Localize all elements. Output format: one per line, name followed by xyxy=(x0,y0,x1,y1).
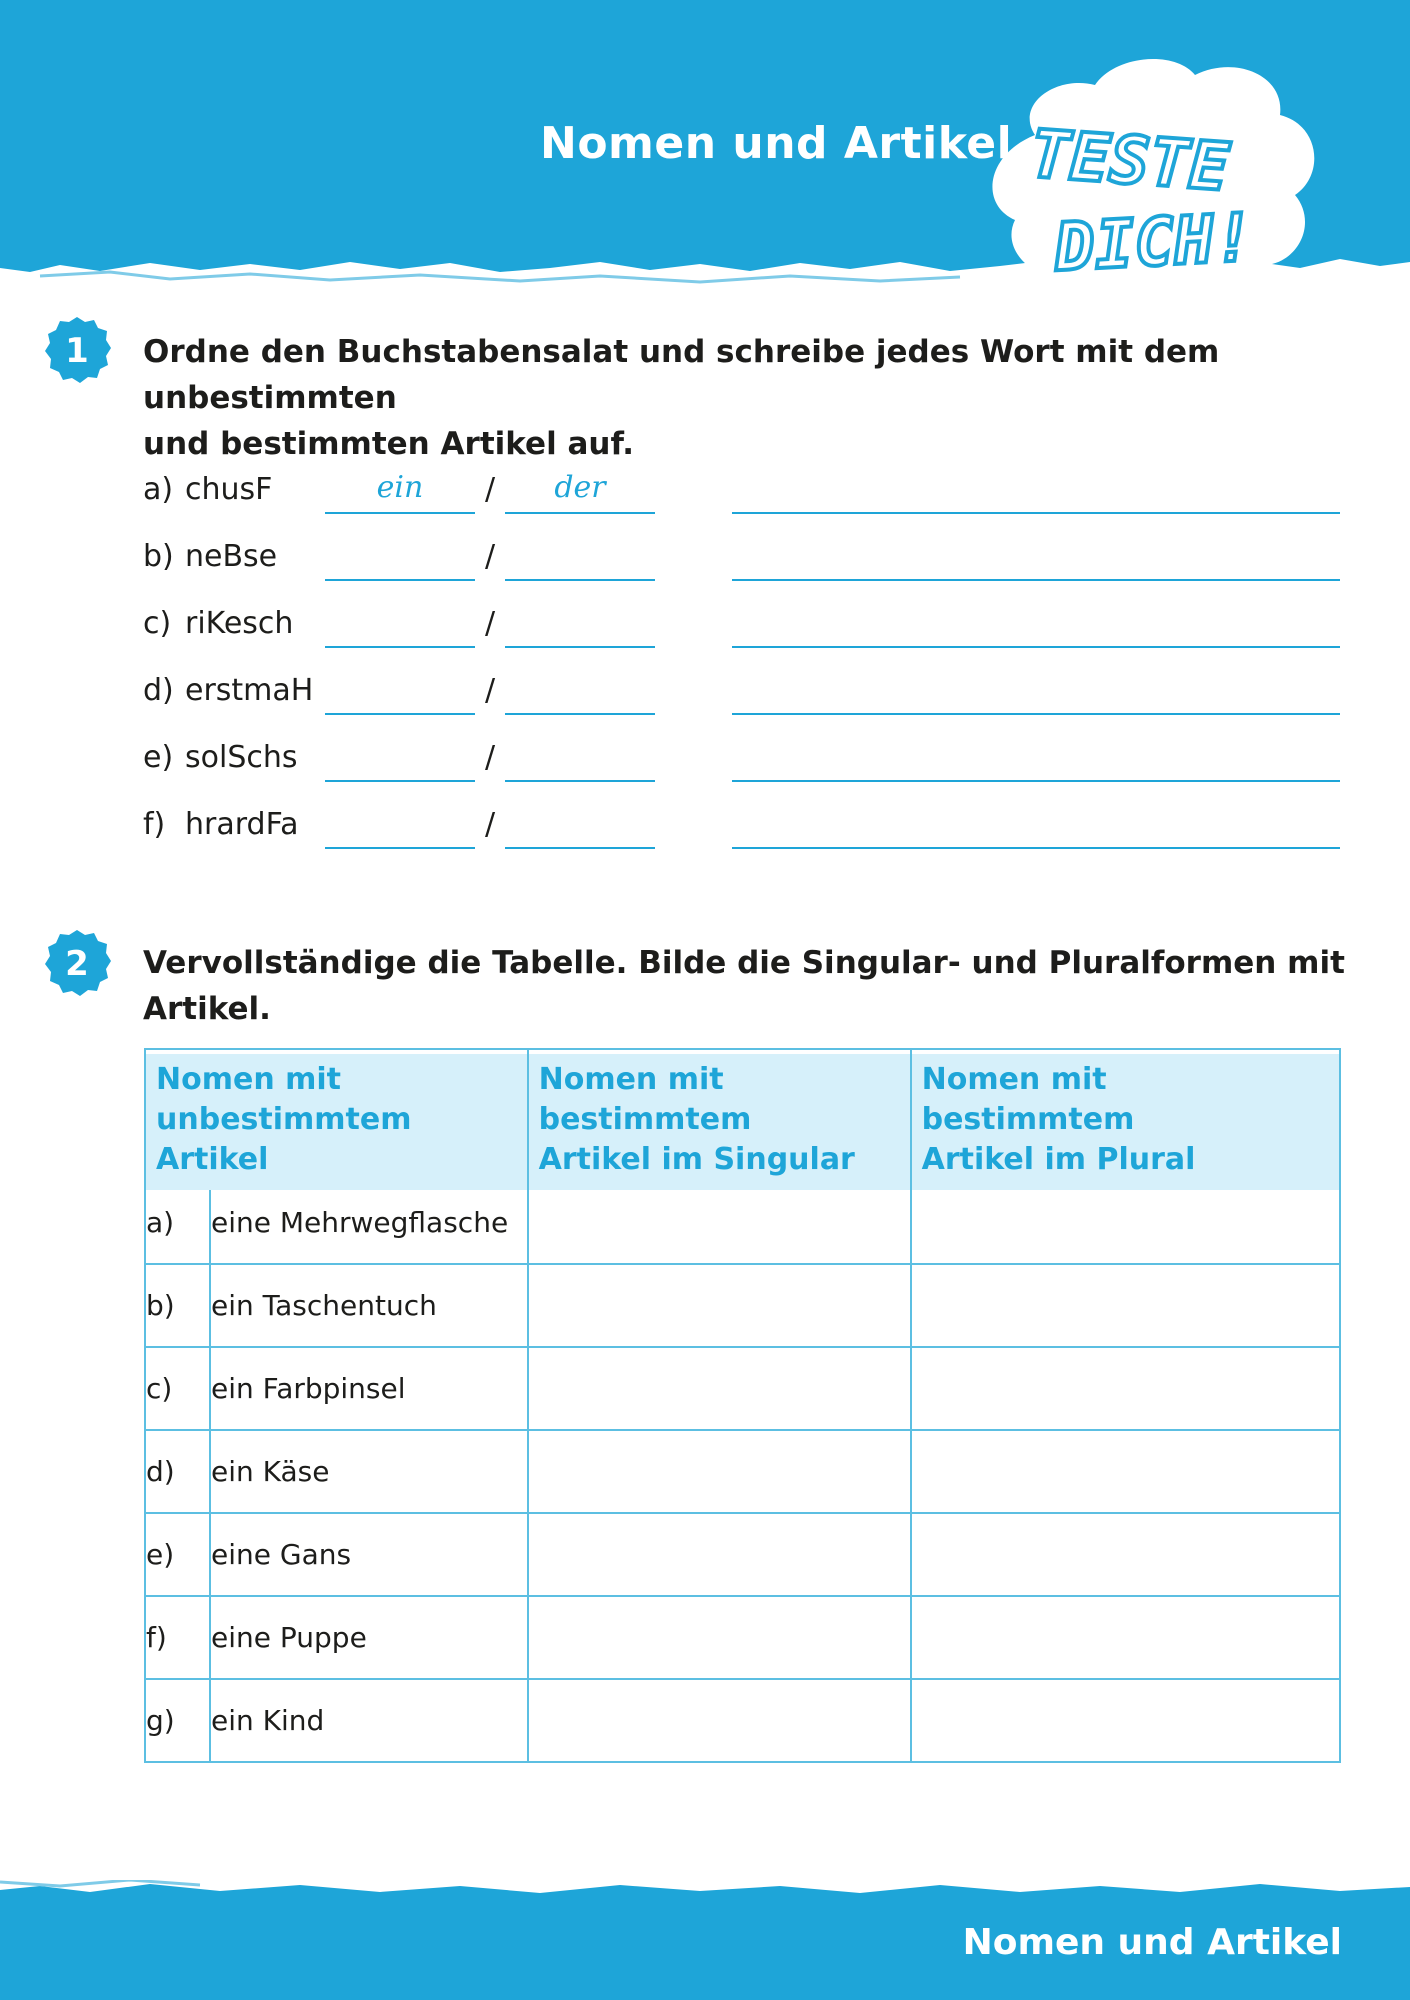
scrambled-word: riKesch xyxy=(185,606,294,641)
indefinite-article-field[interactable] xyxy=(325,807,475,849)
exercise-row xyxy=(143,673,1343,713)
footer-title: Nomen und Artikel xyxy=(962,1922,1342,1963)
noun-indefinite: eine Gans xyxy=(210,1513,528,1596)
plural-answer-cell[interactable] xyxy=(911,1513,1340,1596)
noun-indefinite: ein Käse xyxy=(210,1430,528,1513)
singular-answer-cell[interactable] xyxy=(528,1347,911,1430)
scrambled-word: neBse xyxy=(185,539,278,574)
noun-indefinite: ein Kind xyxy=(210,1679,528,1762)
exercise-row xyxy=(143,606,1343,646)
page-title: Nomen und Artikel xyxy=(540,118,1013,169)
row-letter: f) xyxy=(145,1596,210,1679)
task-2-instruction: Vervollständige die Tabelle. Bilde die Singular- und Pluralformen mit Artikel. xyxy=(143,945,1345,1027)
task-1-badge xyxy=(42,315,112,385)
exercise-letter: c) xyxy=(143,606,172,641)
table-row xyxy=(145,1513,1340,1596)
definite-article-field[interactable] xyxy=(505,740,655,782)
plural-answer-cell[interactable] xyxy=(911,1679,1340,1762)
exercise-letter: b) xyxy=(143,539,174,574)
singular-answer-cell[interactable] xyxy=(528,1596,911,1679)
exercise-row xyxy=(143,740,1343,780)
answer-line[interactable] xyxy=(732,807,1340,849)
task-1-instruction xyxy=(143,329,1410,467)
noun-indefinite: ein Farbpinsel xyxy=(210,1347,528,1430)
row-letter: c) xyxy=(145,1347,210,1430)
exercise-letter: a) xyxy=(143,472,174,507)
table-row xyxy=(145,1181,1340,1264)
header-indefinite: Nomen mit unbestimmtem Artikel xyxy=(145,1049,528,1181)
handwritten-answer: der xyxy=(554,470,606,505)
answer-line[interactable] xyxy=(732,539,1340,581)
plural-answer-cell[interactable] xyxy=(911,1181,1340,1264)
row-letter: e) xyxy=(145,1513,210,1596)
slash-separator: / xyxy=(485,673,496,708)
singular-answer-cell[interactable] xyxy=(528,1264,911,1347)
indefinite-article-field[interactable] xyxy=(325,673,475,715)
svg-text:1: 1 xyxy=(65,331,89,371)
plural-answer-cell[interactable] xyxy=(911,1347,1340,1430)
table-header-row xyxy=(145,1049,1340,1181)
exercise-letter: e) xyxy=(143,740,174,775)
noun-indefinite: ein Taschentuch xyxy=(210,1264,528,1347)
noun-table xyxy=(144,1048,1341,1763)
slash-separator: / xyxy=(485,606,496,641)
task-2-badge xyxy=(42,928,112,998)
slash-separator: / xyxy=(485,807,496,842)
slash-separator: / xyxy=(485,539,496,574)
singular-answer-cell[interactable] xyxy=(528,1430,911,1513)
task-1-instruction-line2: und bestimmten Artikel auf. xyxy=(143,426,635,462)
exercise-row xyxy=(143,807,1343,847)
table-row xyxy=(145,1347,1340,1430)
definite-article-field[interactable] xyxy=(505,472,655,514)
row-letter: d) xyxy=(145,1430,210,1513)
answer-line[interactable] xyxy=(732,740,1340,782)
row-letter: g) xyxy=(145,1679,210,1762)
plural-answer-cell[interactable] xyxy=(911,1596,1340,1679)
row-letter: a) xyxy=(145,1181,210,1264)
svg-text:DICH!: DICH! xyxy=(1052,198,1256,287)
exercise-row xyxy=(143,539,1343,579)
indefinite-article-field[interactable] xyxy=(325,472,475,514)
singular-answer-cell[interactable] xyxy=(528,1679,911,1762)
definite-article-field[interactable] xyxy=(505,807,655,849)
plural-answer-cell[interactable] xyxy=(911,1430,1340,1513)
exercise-letter: d) xyxy=(143,673,174,708)
singular-answer-cell[interactable] xyxy=(528,1181,911,1264)
task-1-instruction-line1: Ordne den Buchstabensalat und schreibe jedes Wort mit dem unbestimmten xyxy=(143,334,1220,416)
scrambled-word: hrardFa xyxy=(185,807,299,842)
indefinite-article-field[interactable] xyxy=(325,539,475,581)
table-row xyxy=(145,1430,1340,1513)
table-row xyxy=(145,1264,1340,1347)
scrambled-word: solSchs xyxy=(185,740,298,775)
handwritten-answer: ein xyxy=(376,470,424,505)
definite-article-field[interactable] xyxy=(505,539,655,581)
teste-dich-badge xyxy=(975,45,1335,315)
singular-answer-cell[interactable] xyxy=(528,1513,911,1596)
answer-line[interactable] xyxy=(732,606,1340,648)
noun-indefinite: eine Puppe xyxy=(210,1596,528,1679)
slash-separator: / xyxy=(485,472,496,507)
exercise-row xyxy=(143,472,1343,512)
exercise-letter: f) xyxy=(143,807,166,842)
indefinite-article-field[interactable] xyxy=(325,606,475,648)
definite-article-field[interactable] xyxy=(505,673,655,715)
svg-text:TESTE: TESTE xyxy=(1027,115,1232,207)
noun-indefinite: eine Mehrwegflasche xyxy=(210,1181,528,1264)
answer-line[interactable] xyxy=(732,472,1340,514)
slash-separator: / xyxy=(485,740,496,775)
svg-text:2: 2 xyxy=(65,944,89,984)
definite-article-field[interactable] xyxy=(505,606,655,648)
table-row xyxy=(145,1596,1340,1679)
header-definite-plural: Nomen mit bestimmtem Artikel im Plural xyxy=(911,1049,1340,1181)
scrambled-word: chusF xyxy=(185,472,273,507)
header-definite-singular: Nomen mit bestimmtem Artikel im Singular xyxy=(528,1049,911,1181)
table-row xyxy=(145,1679,1340,1762)
plural-answer-cell[interactable] xyxy=(911,1264,1340,1347)
indefinite-article-field[interactable] xyxy=(325,740,475,782)
answer-line[interactable] xyxy=(732,673,1340,715)
row-letter: b) xyxy=(145,1264,210,1347)
scrambled-word: erstmaH xyxy=(185,673,314,708)
